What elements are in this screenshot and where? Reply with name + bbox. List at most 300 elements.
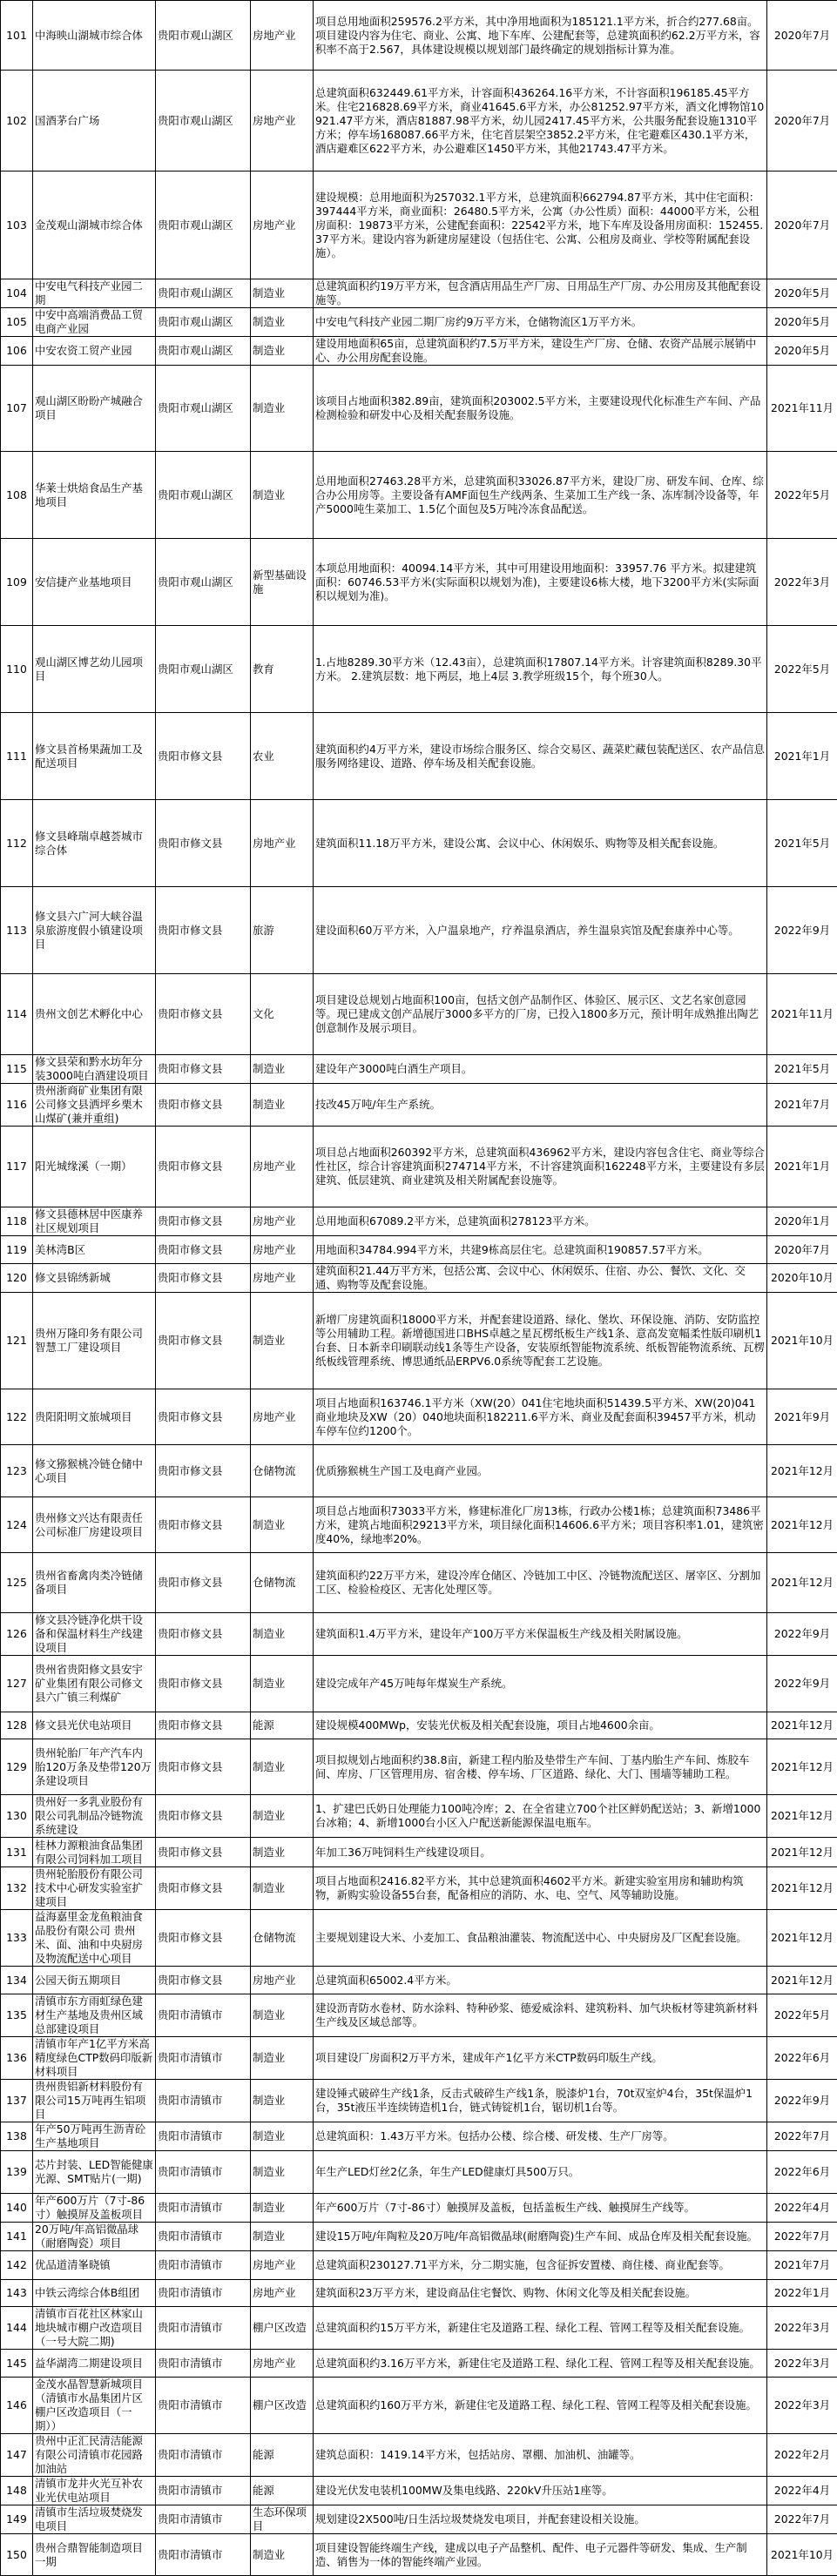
construction-content: 技改45万吨/年生产系统。 [314,1084,767,1127]
industry: 房地产业 [251,2280,314,2307]
row-number: 132 [1,1867,33,1910]
industry: 制造业 [251,2151,314,2194]
start-date: 2022年1月 [767,2280,837,2307]
construction-content: 建筑面积1.4万平方米，建设年产100万平方米保温板生产线及相关附属设施。 [314,1613,767,1656]
project-location: 贵阳市清镇市 [156,2350,251,2378]
project-name: 修文县冷链净化烘干设备和保温材料生产线建设项目 [33,1613,156,1656]
project-name: 美林湾B区 [33,1236,156,1264]
industry: 房地产业 [251,1,314,71]
industry: 能源 [251,2477,314,2505]
project-name: 年产600万片（7寸-86寸）触摸屏及盖板项目 [33,2194,156,2223]
table-row [1,626,837,713]
start-date: 2020年5月 [767,308,837,337]
project-name: 中铁云湾综合体B组团 [33,2280,156,2307]
table-row [1,2280,837,2307]
table-row [1,2378,837,2434]
industry: 制造业 [251,452,314,539]
construction-content: 1.占地8289.30平方米（12.43亩），总建筑面积17807.14平方米。计容建筑面积8289.30平方米。 2.建筑层数：地下两层，地上4层 3.教学班级15个，每个班30人。 [314,626,767,713]
project-name: 中安中高端消费品工贸电商产业园 [33,308,156,337]
start-date: 2022年3月 [767,2350,837,2378]
start-date: 2022年3月 [767,539,837,626]
table-row [1,366,837,452]
table-row [1,539,837,626]
table-row [1,800,837,887]
table-row [1,1838,837,1867]
row-number: 119 [1,1236,33,1264]
construction-content: 总建筑面积约15万平方米，新建住宅及道路工程、绿化工程、管网工程等及相关配套设施。 [314,2307,767,2350]
project-name: 贵州合鼎智能制造项目一期 [33,2534,156,2576]
construction-content: 项目拟规划占地面积约38.8亩，新建工程内胎及垫带生产车间、丁基内胎生产车间、炼胶车间、库房、厂区管理用房、宿舍楼、停车场、厂区道路、绿化、大门、围墙等辅助工程。 [314,1739,767,1795]
table-row [1,1055,837,1084]
project-location: 贵阳市修文县 [156,1389,251,1445]
row-number: 124 [1,1497,33,1553]
industry: 教育 [251,626,314,713]
project-location: 贵阳市清镇市 [156,2434,251,2477]
project-name: 贵州省畜禽肉类冷链储备项目 [33,1553,156,1613]
construction-content: 建设15万吨/年陶粒及20万吨/年高铝微晶球(耐磨陶瓷)生产车间、成品仓库及相关配套设施。 [314,2223,767,2251]
start-date: 2020年10月 [767,1264,837,1293]
row-number: 130 [1,1795,33,1838]
row-number: 108 [1,452,33,539]
row-number: 101 [1,1,33,71]
industry: 制造业 [251,2037,314,2080]
start-date: 2021年12月 [767,1739,837,1795]
project-location: 贵阳市清镇市 [156,2280,251,2307]
project-name: 华莱士烘焙食品生产基地项目 [33,452,156,539]
project-location: 贵阳市观山湖区 [156,308,251,337]
table-row [1,1910,837,1967]
industry: 制造业 [251,1055,314,1084]
start-date: 2021年11月 [767,974,837,1055]
table-row [1,1497,837,1553]
project-name: 清镇市百花社区林家山地块城市棚户改造项目（一号大院二期) [33,2307,156,2350]
industry: 制造业 [251,1795,314,1838]
project-location: 贵阳市修文县 [156,1236,251,1264]
start-date: 2021年12月 [767,1867,837,1910]
start-date: 2021年12月 [767,1838,837,1867]
row-number: 131 [1,1838,33,1867]
table-row [1,1293,837,1389]
construction-content: 总建筑面积632449.61平方米，计容面积436264.16平方米，不计容面积196185.45平方米。住宅216828.69平方米，商业41645.6平方米，办公81252.97平方米，酒文化博物馆10921.47平方米，酒店81887.98平方米，幼儿园2417.45平方米，公共服务配套设施1310平方米；停车场168087.66平方米，住宅首层架空3852.2平方米，住宅避难区430.1平方米，酒店避难区622平方米，办公避难区1450平方米，其他21743.47平方米。 [314,71,767,172]
project-location: 贵阳市清镇市 [156,2251,251,2280]
project-name: 清镇市龙井火光互补农业光伏电站项目 [33,2477,156,2505]
table-row [1,452,837,539]
start-date: 2020年1月 [767,1207,837,1236]
project-table-body [1,1,837,2576]
table-row [1,2037,837,2080]
project-location: 贵阳市观山湖区 [156,626,251,713]
project-name: 安信捷产业基地项目 [33,539,156,626]
table-row [1,1613,837,1656]
project-name: 观山湖区盼盼产城融合项目 [33,366,156,452]
construction-content: 项目建设总规划占地面积100亩，包括文创产品制作区、体验区、展示区、文艺名家创意园等。现已建成文创产品展厅3000多平方的厂房，已投入1800多万元，预计明年成熟推出陶艺创意制作及展示项目。 [314,974,767,1055]
project-name: 贵州省贵阳修文县安宇矿业集团有限公司修文县六广镇三利煤矿 [33,1656,156,1712]
start-date: 2022年9月 [767,1656,837,1712]
row-number: 138 [1,2122,33,2151]
row-number: 136 [1,2037,33,2080]
construction-content: 建设年产3000吨白酒生产项目。 [314,1055,767,1084]
industry: 房地产业 [251,1127,314,1207]
industry: 房地产业 [251,2251,314,2280]
industry: 制造业 [251,1867,314,1910]
table-row [1,1127,837,1207]
row-number: 127 [1,1656,33,1712]
project-name: 修文猕猴桃冷链仓储中心项目 [33,1445,156,1497]
construction-content: 项目总占地面积260392平方米，总建筑面积436962平方米，建设内容包含住宅、商业等综合性社区，综合计容建筑面积274714平方米，不计容建筑面积162248平方米，主要建设有多层建筑、低层建筑、商业建筑及相关附属配套设施等。 [314,1127,767,1207]
project-name: 修文县光伏电站项目 [33,1712,156,1739]
project-location: 贵阳市修文县 [156,1084,251,1127]
project-name: 贵州贵铝新材料股份有限公司15万吨再生铝项目 [33,2080,156,2122]
construction-content: 项目建设智能终端生产线，建成以电子产品整机、配件、电子元器件等研发、集成、生产制造、销售为一体的智能终端产业园。 [314,2534,767,2576]
row-number: 141 [1,2223,33,2251]
construction-content: 项目总占地面积73033平方米，修建标准化厂房13栋，行政办公楼1栋；总建筑面积73486平方米，建筑占地面积29213平方米，项目绿化面积14606.6平方米；项目容积率1.01，建筑密度40%，绿地率20%。 [314,1497,767,1553]
construction-content: 建设规模：总用地面积为257032.1平方米，总建筑面积662794.87平方米，其中住宅面积：397444平方米，商业面积：26480.5平方米，公寓（办公性质）面积：44000平方米，公租房面积：19873平方米，公建配套面积：22542平方米，地下车库及设备用房面积：152455.37平方米。建设内容为新建房屋建设（包括住宅、公寓、公租房及商业、学校等附属配套设施）。 [314,172,767,279]
construction-content: 本项总用地面积：40094.14平方米，其中可用建设用地面积：33957.76 平方米。拟建建筑面积：60746.53平方米(实际面积以规划为准)，主要建设6栋大楼，地下3200平方米(实际面积以规划为准)。 [314,539,767,626]
industry: 仓储物流 [251,1445,314,1497]
row-number: 144 [1,2307,33,2350]
row-number: 112 [1,800,33,887]
start-date: 2022年5月 [767,626,837,713]
construction-content: 总建筑面积：1.43万平方米。包括办公楼、综合楼、研发楼、生产厂房等。 [314,2122,767,2151]
table-row [1,1389,837,1445]
construction-content: 年加工36万吨饲料生产线建设项目。 [314,1838,767,1867]
project-location: 贵阳市修文县 [156,1445,251,1497]
industry: 能源 [251,1712,314,1739]
construction-content: 总建筑面积约3.16万平方米，新建住宅及道路工程、绿化工程、管网工程等及相关配套设施。 [314,2350,767,2378]
table-row [1,337,837,366]
start-date: 2021年10月 [767,2534,837,2576]
industry: 仓储物流 [251,1553,314,1613]
project-location: 贵阳市清镇市 [156,2505,251,2534]
table-row [1,71,837,172]
start-date: 2021年7月 [767,2251,837,2280]
start-date: 2020年7月 [767,71,837,172]
industry: 制造业 [251,1613,314,1656]
row-number: 114 [1,974,33,1055]
project-location: 贵阳市修文县 [156,1127,251,1207]
start-date: 2022年3月 [767,2307,837,2350]
row-number: 117 [1,1127,33,1207]
industry: 房地产业 [251,1389,314,1445]
project-location: 贵阳市观山湖区 [156,337,251,366]
row-number: 125 [1,1553,33,1613]
row-number: 134 [1,1967,33,1994]
construction-content: 建筑面积21.44万平方米，包括公寓、会议中心、休闲娱乐、住宿、办公、餐饮、文化、交通、购物等及配套设施。 [314,1264,767,1293]
table-row [1,1712,837,1739]
start-date: 2022年2月 [767,2434,837,2477]
project-location: 贵阳市清镇市 [156,2037,251,2080]
table-row [1,1445,837,1497]
project-location: 贵阳市修文县 [156,887,251,974]
industry: 制造业 [251,279,314,308]
start-date: 2022年9月 [767,887,837,974]
project-name: 年产50万吨再生沥青砼生产基地项目 [33,2122,156,2151]
start-date: 2022年3月 [767,2378,837,2434]
row-number: 107 [1,366,33,452]
row-number: 129 [1,1739,33,1795]
industry: 房地产业 [251,1264,314,1293]
project-name: 中安电气科技产业园二期 [33,279,156,308]
start-date: 2022年9月 [767,2080,837,2122]
project-location: 贵阳市观山湖区 [156,71,251,172]
industry: 制造业 [251,337,314,366]
project-location: 贵阳市观山湖区 [156,452,251,539]
table-row [1,2505,837,2534]
table-row [1,1264,837,1293]
project-location: 贵阳市观山湖区 [156,279,251,308]
project-location: 贵阳市修文县 [156,1055,251,1084]
construction-content: 项目占地面积163746.1平方米（XW(20）041住宅地块面积51439.5平方米、XW(20)041商业地块及XW（20）040地块面积182211.6平方米、商业及配套面积39457平方米，机动车停车位约1200个。 [314,1389,767,1445]
row-number: 140 [1,2194,33,2223]
row-number: 139 [1,2151,33,2194]
industry: 制造业 [251,1293,314,1389]
start-date: 2021年12月 [767,1967,837,1994]
industry: 制造业 [251,1656,314,1712]
project-name: 阳光城缘溪（一期） [33,1127,156,1207]
start-date: 2022年5月 [767,452,837,539]
row-number: 135 [1,1994,33,2037]
start-date: 2021年10月 [767,1293,837,1389]
project-location: 贵阳市修文县 [156,1613,251,1656]
industry: 房地产业 [251,2350,314,2378]
table-row [1,2534,837,2576]
construction-content: 总建筑面积约160万平方米，新建住宅及道路工程、绿化工程、管网工程等及相关配套设施。 [314,2378,767,2434]
project-location: 贵阳市观山湖区 [156,539,251,626]
industry: 制造业 [251,1497,314,1553]
industry: 旅游 [251,887,314,974]
construction-content: 总建筑面积65002.4平方米。 [314,1967,767,1994]
table-row [1,713,837,800]
construction-content: 项目总用地面积259576.2平方米，其中净用地面积为185121.1平方米，折合约277.68亩。项目建设内容为住宅、商业、公寓、地下车库、公建配套等，总建筑面积约62.2万平方米，容积率不高于2.567，具体建设规模以规划部门最终确定的规划指标计算为准。 [314,1,767,71]
project-location: 贵阳市修文县 [156,1712,251,1739]
construction-content: 建筑面积23万平方米，建设商品住宅餐饮、购物、休闲文化等及相关配套设施。 [314,2280,767,2307]
project-location: 贵阳市修文县 [156,1207,251,1236]
construction-content: 建设光伏发电装机100MW及集电线路、220kV升压站1座等。 [314,2477,767,2505]
table-row [1,2350,837,2378]
construction-content: 建设规模400MWp，安装光伏板及相关配套设施，项目占地4600余亩。 [314,1712,767,1739]
construction-content: 建设锤式破碎生产线1条，反击式破碎生产线1条，脱漆炉1台，70t双室炉4台，35t保温炉1台，35t液压半连续铸造机1台，链式铸锭机1台，锯切机1台等。 [314,2080,767,2122]
project-location: 贵阳市清镇市 [156,2223,251,2251]
construction-content: 总用地面积27463.28平方米，总建筑面积33026.87平方米，建设厂房、研发车间、仓库、综合办公用房等。主要设备有AMF面包生产线两条、生菜加工生产线一条、冻库制冷设备等，年产5000吨生菜加工、1.5亿个面包及5万吨冷冻食品配送。 [314,452,767,539]
industry: 制造业 [251,2080,314,2122]
start-date: 2020年5月 [767,337,837,366]
construction-content: 项目占地面积2416.82平方米，其中总建筑面积4602平方米。新建实验室用房和辅助构筑物，新购实验设备55台套，配备相应的消防、水、电、空气、风等辅助设施。 [314,1867,767,1910]
project-name: 桂林力源粮油食品集团有限公司饲料加工项目 [33,1838,156,1867]
row-number: 133 [1,1910,33,1967]
construction-content: 年产600万片（7寸-86寸）触摸屏及盖板，包括盖板生产线、触摸屏生产线等。 [314,2194,767,2223]
project-location: 贵阳市修文县 [156,1867,251,1910]
project-location: 贵阳市修文县 [156,713,251,800]
start-date: 2021年12月 [767,1795,837,1838]
project-location: 贵阳市清镇市 [156,2122,251,2151]
project-name: 20万吨/年高铝微晶球（耐磨陶瓷）项目 [33,2223,156,2251]
project-location: 贵阳市修文县 [156,1656,251,1712]
project-name: 益华湖湾二期建设项目 [33,2350,156,2378]
construction-content: 建筑面积11.18万平方米，建设公寓、会议中心、休闲娱乐、购物等及相关配套设施。 [314,800,767,887]
project-name: 修文县荣和黔水坊年分装3000吨白酒建设项目 [33,1055,156,1084]
table-row [1,2477,837,2505]
table-row [1,1739,837,1795]
project-name: 修文县德林居中医康养社区规划项目 [33,1207,156,1236]
industry: 房地产业 [251,172,314,279]
construction-content: 总建筑面积230127.71平方米，分二期实施，包含征拆安置楼、商住楼、商业配套等。 [314,2251,767,2280]
table-row [1,2307,837,2350]
row-number: 150 [1,2534,33,2576]
construction-content: 建筑面积约22万平方米，建设冷库仓储区、冷链加工中区、冷链物流配送区、屠宰区、分割加工区、检验检疫区、无害化处理区等。 [314,1553,767,1613]
start-date: 2022年9月 [767,1613,837,1656]
industry: 棚户区改造 [251,2378,314,2434]
industry: 制造业 [251,366,314,452]
row-number: 128 [1,1712,33,1739]
industry: 制造业 [251,1084,314,1127]
industry: 房地产业 [251,1207,314,1236]
project-location: 贵阳市修文县 [156,1910,251,1967]
project-location: 贵阳市清镇市 [156,2307,251,2350]
start-date: 2022年6月 [767,2151,837,2194]
project-location: 贵阳市修文县 [156,1795,251,1838]
project-name: 贵州文创艺术孵化中心 [33,974,156,1055]
start-date: 2021年12月 [767,1910,837,1967]
row-number: 142 [1,2251,33,2280]
industry: 制造业 [251,2122,314,2151]
project-location: 贵阳市修文县 [156,1838,251,1867]
industry: 仓储物流 [251,1910,314,1967]
table-row [1,308,837,337]
row-number: 105 [1,308,33,337]
start-date: 2021年7月 [767,1084,837,1127]
industry: 房地产业 [251,71,314,172]
project-name: 芯片封装、LED智能健康光源、SMT贴片(一期) [33,2151,156,2194]
project-location: 贵阳市修文县 [156,1264,251,1293]
row-number: 137 [1,2080,33,2122]
project-name: 贵州轮胎股份有限公司技术中心研发实验室扩建项目 [33,1867,156,1910]
project-location: 贵阳市修文县 [156,1739,251,1795]
project-location: 贵阳市清镇市 [156,2080,251,2122]
project-name: 金茂观山湖城市综合体 [33,172,156,279]
row-number: 145 [1,2350,33,2378]
project-location: 贵阳市清镇市 [156,2534,251,2576]
start-date: 2021年11月 [767,366,837,452]
project-location: 贵阳市观山湖区 [156,1,251,71]
project-location: 贵阳市清镇市 [156,1994,251,2037]
row-number: 104 [1,279,33,308]
row-number: 146 [1,2378,33,2434]
project-location: 贵阳市修文县 [156,974,251,1055]
construction-content: 该项目占地面积382.89亩，建筑面积203002.5平方米，主要建设现代化标准生产车间、产品检测检验和研发中心及相关配套服务设施。 [314,366,767,452]
industry: 制造业 [251,2194,314,2223]
industry: 棚户区改造 [251,2307,314,2350]
start-date: 2021年5月 [767,800,837,887]
construction-content: 规划建设2X500吨/日生活垃圾焚烧发电项目，并配套建设相关设施。 [314,2505,767,2534]
project-name: 贵州浙商矿业集团有限公司修文县洒坪乡栗木山煤矿(兼并重组) [33,1084,156,1127]
construction-content: 建筑面积约4万平方米，建设市场综合服务区、综合交易区、蔬菜贮藏包装配送区、农产品信息服务网络建设、道路、停车场及相关配套设施。 [314,713,767,800]
start-date: 2021年12月 [767,1445,837,1497]
row-number: 148 [1,2477,33,2505]
project-name: 修文县六广河大峡谷温泉旅游度假小镇建设项目 [33,887,156,974]
industry: 制造业 [251,1739,314,1795]
table-row [1,1994,837,2037]
row-number: 103 [1,172,33,279]
construction-content: 优质猕猴桃生产国工及电商产业园。 [314,1445,767,1497]
project-name: 观山湖区博艺幼儿园项目 [33,626,156,713]
table-row [1,974,837,1055]
construction-content: 1、扩建巴氏奶日处理能力100吨冷库；2、在全省建立700个社区鲜奶配送站；3、新增1000台冰箱；4、新增1000台小区入户配送新能源保温电瓶车。 [314,1795,767,1838]
industry: 制造业 [251,1838,314,1867]
project-name: 清镇市东方雨虹绿色建材生产基地及贵州区域总部建设项目 [33,1994,156,2037]
row-number: 120 [1,1264,33,1293]
construction-content: 年生产LED灯丝2亿条，年生产LED健康灯具500万只。 [314,2151,767,2194]
start-date: 2021年1月 [767,713,837,800]
project-name: 贵州修文兴达有限责任公司标准厂房建设项目 [33,1497,156,1553]
construction-content: 项目建设厂房面积2万平方米，建成年产1亿平方米CTP数码印版生产线。 [314,2037,767,2080]
project-name: 贵州轮胎厂年产汽车内胎120万条及垫带120万条建设项目 [33,1739,156,1795]
construction-content: 总建筑面积约19万平方米，包含酒店用品生产厂房、日用品生产厂房、办公用房及其他配套设施等。 [314,279,767,308]
start-date: 2021年12月 [767,1553,837,1613]
start-date: 2022年7月 [767,2122,837,2151]
row-number: 122 [1,1389,33,1445]
start-date: 2022年5月 [767,1994,837,2037]
table-row [1,2223,837,2251]
construction-content: 建设完成年产45万吨每年煤炭生产系统。 [314,1656,767,1712]
industry: 房地产业 [251,1236,314,1264]
start-date: 2020年7月 [767,1236,837,1264]
industry: 农业 [251,713,314,800]
construction-content: 中安电气科技产业园二期厂房约9万平方米，仓储物流区1万平方米。 [314,308,767,337]
table-row [1,1656,837,1712]
table-row [1,1967,837,1994]
project-location: 贵阳市修文县 [156,1553,251,1613]
construction-content: 用地面积34784.994平方米，共建9栋高层住宅。总建筑面积190857.57平方米。 [314,1236,767,1264]
project-name: 贵州好一多乳业股份有限公司乳制品冷链物流系统建设 [33,1795,156,1838]
table-row [1,2194,837,2223]
row-number: 147 [1,2434,33,2477]
construction-content: 新增厂房建筑面积18000平方米，并配套建设道路、绿化、堡坎、环保设施、消防、安防监控等公用辅助工程。新增德国进口BHS卓越之星瓦楞纸板生产线1条、意高发宽幅柔性版印刷机1台套、日本新幸印刷联动线1条等生产设备，安装原纸智能物流系统、纸板智能物流系统、瓦楞纸板线管理系统、博思通纸品ERPV6.0系统等配套工艺设施。 [314,1293,767,1389]
construction-content: 建设沥青防水卷材、防水涂料、特种砂浆、德爱威涂料、建筑粉料、加气块板材等建筑新材料生产线及区域总部等。 [314,1994,767,2037]
project-location: 贵阳市清镇市 [156,2151,251,2194]
industry: 制造业 [251,2223,314,2251]
start-date: 2022年4月 [767,2194,837,2223]
project-name: 修文县锦绣新城 [33,1264,156,1293]
start-date: 2020年5月 [767,279,837,308]
industry: 制造业 [251,1994,314,2037]
start-date: 2021年12月 [767,1497,837,1553]
table-row [1,1867,837,1910]
project-name: 金茂水晶智慧新城项目（清镇市水晶集团片区棚户区改造项目（一期）） [33,2378,156,2434]
project-location: 贵阳市清镇市 [156,2194,251,2223]
project-location: 贵阳市修文县 [156,800,251,887]
table-row [1,1207,837,1236]
construction-content: 主要规划建设大米、小麦加工、食品粮油灌装、物流配送中心、中央厨房及厂区配套设施。 [314,1910,767,1967]
project-name: 修文县峰瑞卓越荟城市综合体 [33,800,156,887]
table-row [1,1,837,71]
row-number: 121 [1,1293,33,1389]
industry: 新型基础设施 [251,539,314,626]
project-name: 贵州万隆印务有限公司智慧工厂建设项目 [33,1293,156,1389]
row-number: 110 [1,626,33,713]
row-number: 109 [1,539,33,626]
row-number: 123 [1,1445,33,1497]
project-name: 优品道清峯晓镇 [33,2251,156,2280]
table-row [1,279,837,308]
project-name: 国酒茅台广场 [33,71,156,172]
start-date: 2021年9月 [767,1389,837,1445]
project-location: 贵阳市观山湖区 [156,172,251,279]
project-location: 贵阳市清镇市 [156,2477,251,2505]
table-row [1,1084,837,1127]
start-date: 2020年7月 [767,172,837,279]
industry: 能源 [251,2434,314,2477]
construction-content: 建设用地面积65亩，总建筑面积约7.5万平方米，建设生产厂房、仓储、农资产品展示展销中心、办公用房配套设施。 [314,337,767,366]
